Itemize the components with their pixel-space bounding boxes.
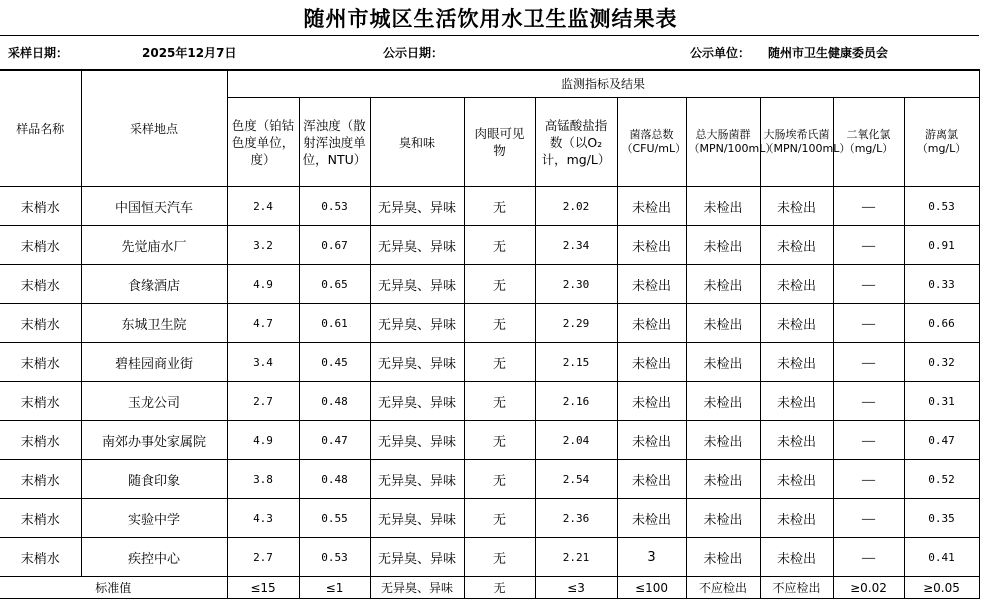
odor-cell: 无异臭、异味 xyxy=(370,265,464,304)
color-cell: 2.4 xyxy=(227,187,299,226)
results-table xyxy=(0,69,980,599)
permanganate-cell: 2.30 xyxy=(535,265,617,304)
standard-odor: 无异臭、异味 xyxy=(370,577,464,599)
sample-site-cell: 随食印象 xyxy=(81,460,227,499)
bacteria-cell: 未检出 xyxy=(617,499,686,538)
standard-color: ≤15 xyxy=(227,577,299,599)
header-chlorine-dioxide: 二氧化氯（mg/L） xyxy=(833,98,904,187)
turbidity-cell: 0.45 xyxy=(299,343,370,382)
turbidity-cell: 0.61 xyxy=(299,304,370,343)
coliform-cell: 未检出 xyxy=(686,499,760,538)
free-chlorine-cell: 0.32 xyxy=(904,343,979,382)
permanganate-cell: 2.34 xyxy=(535,226,617,265)
bacteria-cell: 未检出 xyxy=(617,460,686,499)
turbidity-cell: 0.48 xyxy=(299,460,370,499)
chlorine-dioxide-cell: —— xyxy=(833,265,904,304)
sample-site-cell: 碧桂园商业街 xyxy=(81,343,227,382)
header-sample-name: 样品名称 xyxy=(0,70,81,187)
odor-cell: 无异臭、异味 xyxy=(370,226,464,265)
standard-visible: 无 xyxy=(464,577,535,599)
sample-name-cell: 末梢水 xyxy=(0,265,81,304)
bacteria-cell: 3 xyxy=(617,538,686,577)
permanganate-cell: 2.16 xyxy=(535,382,617,421)
table-row xyxy=(0,460,979,499)
ecoli-cell: 未检出 xyxy=(760,304,833,343)
standard-chlorine-dioxide: ≥0.02 xyxy=(833,577,904,599)
ecoli-cell: 未检出 xyxy=(760,226,833,265)
free-chlorine-cell: 0.47 xyxy=(904,421,979,460)
odor-cell: 无异臭、异味 xyxy=(370,460,464,499)
standard-bacteria: ≤100 xyxy=(617,577,686,599)
chlorine-dioxide-cell: —— xyxy=(833,226,904,265)
standard-permanganate: ≤3 xyxy=(535,577,617,599)
permanganate-cell: 2.54 xyxy=(535,460,617,499)
color-cell: 4.9 xyxy=(227,421,299,460)
header-color: 色度（铂钴色度单位，度） xyxy=(227,98,299,187)
visible-cell: 无 xyxy=(464,265,535,304)
bacteria-cell: 未检出 xyxy=(617,226,686,265)
visible-cell: 无 xyxy=(464,538,535,577)
odor-cell: 无异臭、异味 xyxy=(370,382,464,421)
visible-cell: 无 xyxy=(464,421,535,460)
chlorine-dioxide-cell: —— xyxy=(833,187,904,226)
header-coliform: 总大肠菌群（MPN/100mL） xyxy=(686,98,760,187)
header-odor: 臭和味 xyxy=(370,98,464,187)
header-free-chlorine: 游离氯（mg/L） xyxy=(904,98,979,187)
sample-site-cell: 东城卫生院 xyxy=(81,304,227,343)
odor-cell: 无异臭、异味 xyxy=(370,343,464,382)
ecoli-cell: 未检出 xyxy=(760,382,833,421)
color-cell: 2.7 xyxy=(227,382,299,421)
coliform-cell: 未检出 xyxy=(686,226,760,265)
sample-site-cell: 先觉庙水厂 xyxy=(81,226,227,265)
odor-cell: 无异臭、异味 xyxy=(370,421,464,460)
standard-coliform: 不应检出 xyxy=(686,577,760,599)
table-row xyxy=(0,382,979,421)
header-group: 监测指标及结果 xyxy=(227,70,979,98)
header-ecoli: 大肠埃希氏菌（MPN/100mL） xyxy=(760,98,833,187)
chlorine-dioxide-cell: —— xyxy=(833,343,904,382)
visible-cell: 无 xyxy=(464,187,535,226)
visible-cell: 无 xyxy=(464,226,535,265)
chlorine-dioxide-cell: —— xyxy=(833,538,904,577)
sample-name-cell: 末梢水 xyxy=(0,343,81,382)
sample-name-cell: 末梢水 xyxy=(0,382,81,421)
ecoli-cell: 未检出 xyxy=(760,460,833,499)
coliform-cell: 未检出 xyxy=(686,382,760,421)
sample-name-cell: 末梢水 xyxy=(0,226,81,265)
visible-cell: 无 xyxy=(464,460,535,499)
ecoli-cell: 未检出 xyxy=(760,265,833,304)
coliform-cell: 未检出 xyxy=(686,187,760,226)
header-bacteria: 菌落总数（CFU/mL） xyxy=(617,98,686,187)
coliform-cell: 未检出 xyxy=(686,304,760,343)
bacteria-cell: 未检出 xyxy=(617,421,686,460)
table-row xyxy=(0,265,979,304)
chlorine-dioxide-cell: —— xyxy=(833,499,904,538)
sample-name-cell: 末梢水 xyxy=(0,304,81,343)
visible-cell: 无 xyxy=(464,382,535,421)
turbidity-cell: 0.48 xyxy=(299,382,370,421)
visible-cell: 无 xyxy=(464,343,535,382)
permanganate-cell: 2.02 xyxy=(535,187,617,226)
publish-date-label: 公示日期： xyxy=(383,46,444,60)
sample-site-cell: 实验中学 xyxy=(81,499,227,538)
color-cell: 4.3 xyxy=(227,499,299,538)
chlorine-dioxide-cell: —— xyxy=(833,460,904,499)
coliform-cell: 未检出 xyxy=(686,343,760,382)
table-row xyxy=(0,421,979,460)
coliform-cell: 未检出 xyxy=(686,460,760,499)
meta-bar xyxy=(0,35,979,71)
permanganate-cell: 2.04 xyxy=(535,421,617,460)
sample-name-cell: 末梢水 xyxy=(0,538,81,577)
ecoli-cell: 未检出 xyxy=(760,187,833,226)
free-chlorine-cell: 0.52 xyxy=(904,460,979,499)
header-sample-site: 采样地点 xyxy=(81,70,227,187)
chlorine-dioxide-cell: —— xyxy=(833,304,904,343)
sample-date-value: 2025年12月7日 xyxy=(142,46,237,60)
turbidity-cell: 0.65 xyxy=(299,265,370,304)
odor-cell: 无异臭、异味 xyxy=(370,304,464,343)
standard-free-chlorine: ≥0.05 xyxy=(904,577,979,599)
page-title: 随州市城区生活饮用水卫生监测结果表 xyxy=(303,6,678,31)
free-chlorine-cell: 0.41 xyxy=(904,538,979,577)
visible-cell: 无 xyxy=(464,499,535,538)
standard-turbidity: ≤1 xyxy=(299,577,370,599)
sample-name-cell: 末梢水 xyxy=(0,421,81,460)
publish-unit-label: 公示单位： xyxy=(690,46,751,60)
bacteria-cell: 未检出 xyxy=(617,265,686,304)
free-chlorine-cell: 0.53 xyxy=(904,187,979,226)
color-cell: 4.7 xyxy=(227,304,299,343)
permanganate-cell: 2.21 xyxy=(535,538,617,577)
ecoli-cell: 未检出 xyxy=(760,538,833,577)
coliform-cell: 未检出 xyxy=(686,538,760,577)
table-row xyxy=(0,538,979,577)
table-row xyxy=(0,226,979,265)
ecoli-cell: 未检出 xyxy=(760,343,833,382)
free-chlorine-cell: 0.35 xyxy=(904,499,979,538)
turbidity-cell: 0.53 xyxy=(299,187,370,226)
odor-cell: 无异臭、异味 xyxy=(370,538,464,577)
standard-label: 标准值 xyxy=(0,577,227,599)
coliform-cell: 未检出 xyxy=(686,421,760,460)
table-row xyxy=(0,499,979,538)
color-cell: 3.4 xyxy=(227,343,299,382)
sample-date-label: 采样日期： xyxy=(8,46,69,60)
ecoli-cell: 未检出 xyxy=(760,421,833,460)
sample-name-cell: 末梢水 xyxy=(0,460,81,499)
chlorine-dioxide-cell: —— xyxy=(833,382,904,421)
header-turbidity: 浑浊度（散射浑浊度单位，NTU） xyxy=(299,98,370,187)
visible-cell: 无 xyxy=(464,304,535,343)
color-cell: 2.7 xyxy=(227,538,299,577)
standard-ecoli: 不应检出 xyxy=(760,577,833,599)
table-row xyxy=(0,187,979,226)
bacteria-cell: 未检出 xyxy=(617,187,686,226)
odor-cell: 无异臭、异味 xyxy=(370,499,464,538)
standard-row xyxy=(0,577,979,599)
table-row xyxy=(0,304,979,343)
sample-site-cell: 南郊办事处家属院 xyxy=(81,421,227,460)
coliform-cell: 未检出 xyxy=(686,265,760,304)
bacteria-cell: 未检出 xyxy=(617,382,686,421)
color-cell: 3.2 xyxy=(227,226,299,265)
table-row xyxy=(0,343,979,382)
turbidity-cell: 0.67 xyxy=(299,226,370,265)
odor-cell: 无异臭、异味 xyxy=(370,187,464,226)
header-permanganate: 高锰酸盐指数（以O₂计，mg/L） xyxy=(535,98,617,187)
free-chlorine-cell: 0.33 xyxy=(904,265,979,304)
sample-name-cell: 末梢水 xyxy=(0,499,81,538)
permanganate-cell: 2.15 xyxy=(535,343,617,382)
sample-site-cell: 疾控中心 xyxy=(81,538,227,577)
turbidity-cell: 0.55 xyxy=(299,499,370,538)
publish-unit-value: 随州市卫生健康委员会 xyxy=(768,46,889,60)
permanganate-cell: 2.29 xyxy=(535,304,617,343)
sample-site-cell: 中国恒天汽车 xyxy=(81,187,227,226)
header-visible: 肉眼可见物 xyxy=(464,98,535,187)
free-chlorine-cell: 0.31 xyxy=(904,382,979,421)
bacteria-cell: 未检出 xyxy=(617,304,686,343)
color-cell: 4.9 xyxy=(227,265,299,304)
turbidity-cell: 0.47 xyxy=(299,421,370,460)
color-cell: 3.8 xyxy=(227,460,299,499)
free-chlorine-cell: 0.91 xyxy=(904,226,979,265)
sample-site-cell: 食缘酒店 xyxy=(81,265,227,304)
sample-site-cell: 玉龙公司 xyxy=(81,382,227,421)
bacteria-cell: 未检出 xyxy=(617,343,686,382)
turbidity-cell: 0.53 xyxy=(299,538,370,577)
ecoli-cell: 未检出 xyxy=(760,499,833,538)
chlorine-dioxide-cell: —— xyxy=(833,421,904,460)
sample-name-cell: 末梢水 xyxy=(0,187,81,226)
permanganate-cell: 2.36 xyxy=(535,499,617,538)
free-chlorine-cell: 0.66 xyxy=(904,304,979,343)
